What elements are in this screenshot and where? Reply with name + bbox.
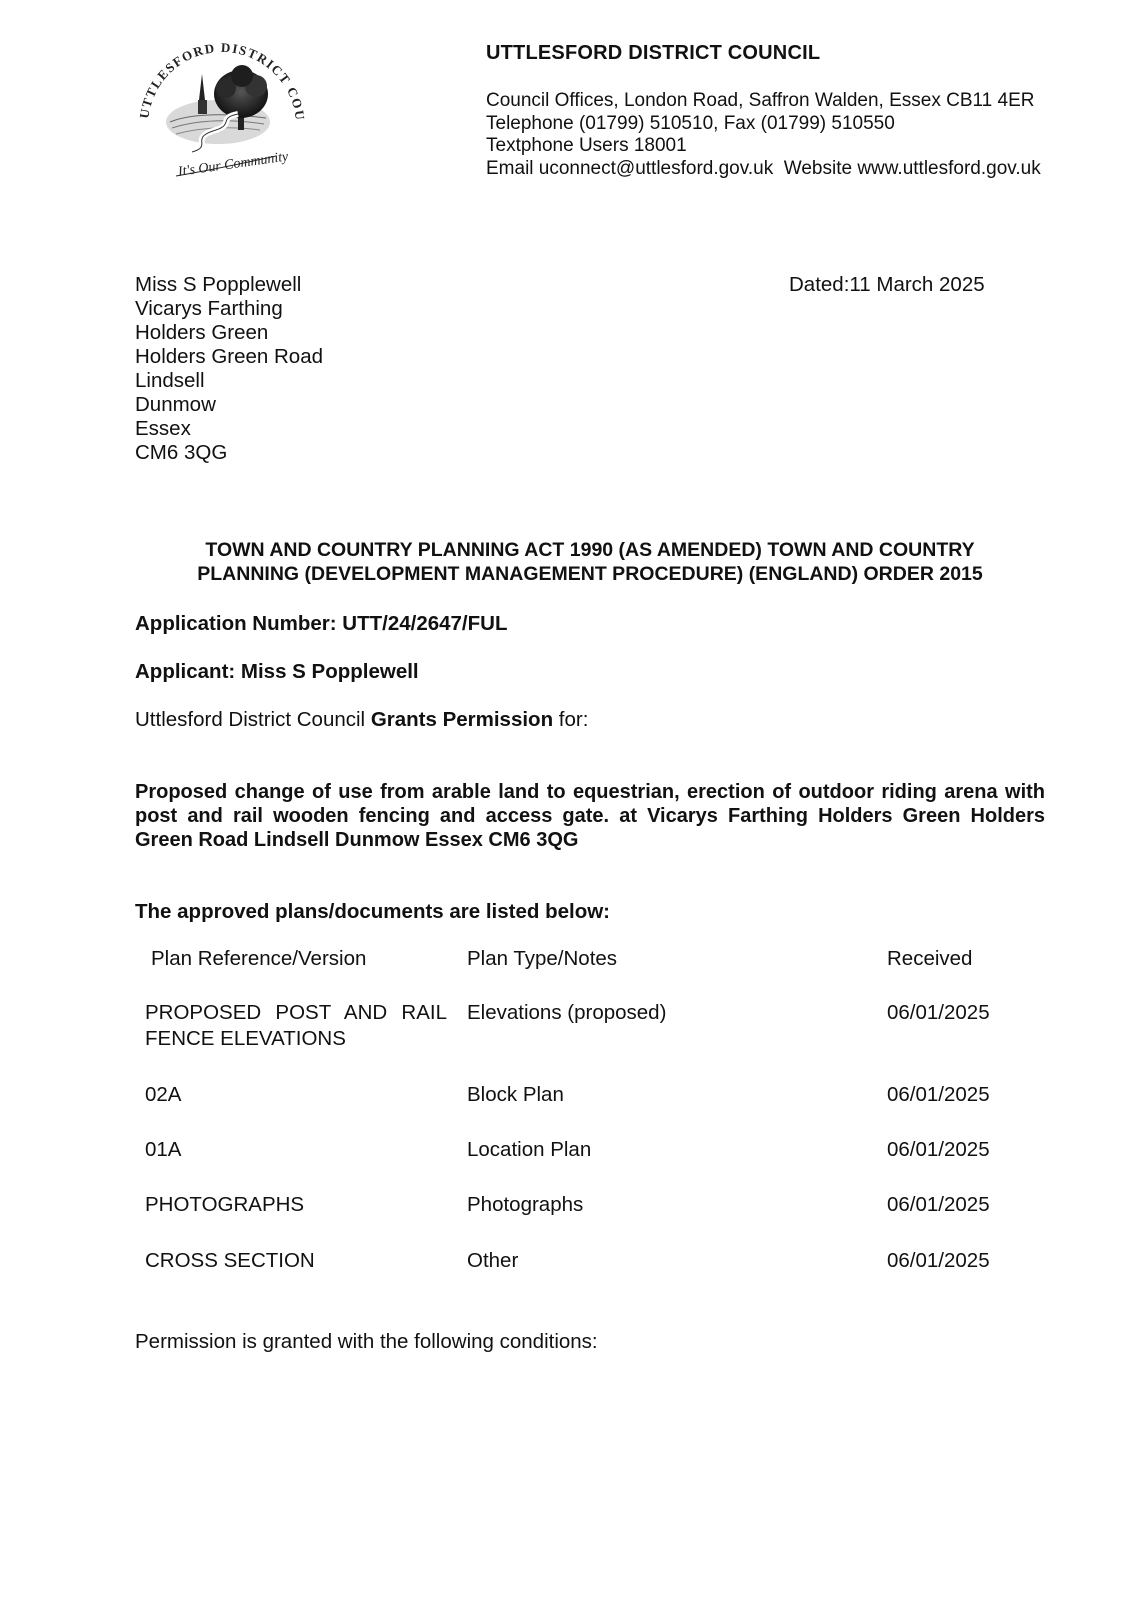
act-title — [135, 538, 1045, 586]
grant-prefix: Uttlesford District Council — [135, 708, 371, 731]
plan-received: 06/01/2025 — [887, 1249, 990, 1272]
plan-type: Location Plan — [467, 1138, 592, 1161]
address-line: Miss S Popplewell — [135, 273, 302, 296]
proposal-description: Proposed change of use from arable land to equestrian, erection of outdoor riding arena with post and rail wooden fencing and access gate. at Vicarys Farthing Holders Green Holders Green Road Lindsell Dunmow Essex CM6 3QG — [135, 781, 1045, 851]
address-line: Lindsell — [135, 369, 205, 392]
plan-ref: 01A — [145, 1138, 182, 1161]
conditions-intro: Permission is granted with the following conditions: — [135, 1330, 598, 1353]
plan-type: Elevations (proposed) — [467, 1001, 667, 1024]
contact-textphone: Textphone Users 18001 — [486, 135, 687, 156]
plan-type: Photographs — [467, 1193, 584, 1216]
address-line: Holders Green Road — [135, 345, 324, 368]
grant-suffix: for: — [553, 708, 589, 731]
address-line: Vicarys Farthing — [135, 297, 283, 320]
address-line: CM6 3QG — [135, 441, 228, 464]
plans-column-type: Plan Type/Notes — [467, 947, 618, 970]
address-line: Holders Green — [135, 321, 269, 344]
plan-received: 06/01/2025 — [887, 1001, 990, 1024]
council-logo — [130, 18, 315, 190]
plan-type: Other — [467, 1249, 519, 1272]
address-line: Dunmow — [135, 393, 216, 416]
contact-email-website: Email uconnect@uttlesford.gov.uk Website www.uttlesford.gov.uk — [486, 157, 1041, 179]
address-line: Essex — [135, 417, 191, 440]
council-name: UTTLESFORD DISTRICT COUNCIL — [486, 42, 821, 64]
grant-statement — [135, 708, 588, 732]
plan-received: 06/01/2025 — [887, 1193, 990, 1216]
plan-ref: 02A — [145, 1083, 182, 1106]
contact-address: Council Offices, London Road, Saffron Walden, Essex CB11 4ER — [486, 90, 1035, 111]
plan-received: 06/01/2025 — [887, 1138, 990, 1161]
plans-heading: The approved plans/documents are listed below: — [135, 900, 611, 923]
plans-column-ref: Plan Reference/Version — [151, 947, 367, 970]
act-title-line: PLANNING (DEVELOPMENT MANAGEMENT PROCEDURE) (ENGLAND) ORDER 2015 — [197, 563, 983, 585]
application-number: Application Number: UTT/24/2647/FUL — [135, 612, 508, 635]
plan-received: 06/01/2025 — [887, 1083, 990, 1106]
recipient-address — [135, 273, 323, 465]
logo-motto: It's Our Community — [177, 149, 290, 180]
act-title-line: TOWN AND COUNTRY PLANNING ACT 1990 (AS AMENDED) TOWN AND COUNTRY — [205, 539, 975, 561]
council-logo-graphic — [130, 18, 315, 190]
council-contact-block — [486, 90, 1041, 180]
contact-telephone: Telephone (01799) 510510, Fax (01799) 510550 — [486, 112, 895, 134]
plan-ref: PROPOSED POST AND RAIL FENCE ELEVATIONS — [145, 1001, 447, 1050]
grant-decision: Grants Permission — [370, 708, 554, 731]
plan-ref: PHOTOGRAPHS — [145, 1193, 305, 1216]
plan-type: Block Plan — [467, 1083, 564, 1106]
plans-column-received: Received — [887, 947, 973, 970]
applicant-name: Applicant: Miss S Popplewell — [135, 660, 419, 683]
letter-date: Dated:11 March 2025 — [789, 273, 985, 296]
plan-ref: CROSS SECTION — [145, 1249, 315, 1272]
logo-arc-text: UTTLESFORD DISTRICT COU — [136, 39, 308, 123]
